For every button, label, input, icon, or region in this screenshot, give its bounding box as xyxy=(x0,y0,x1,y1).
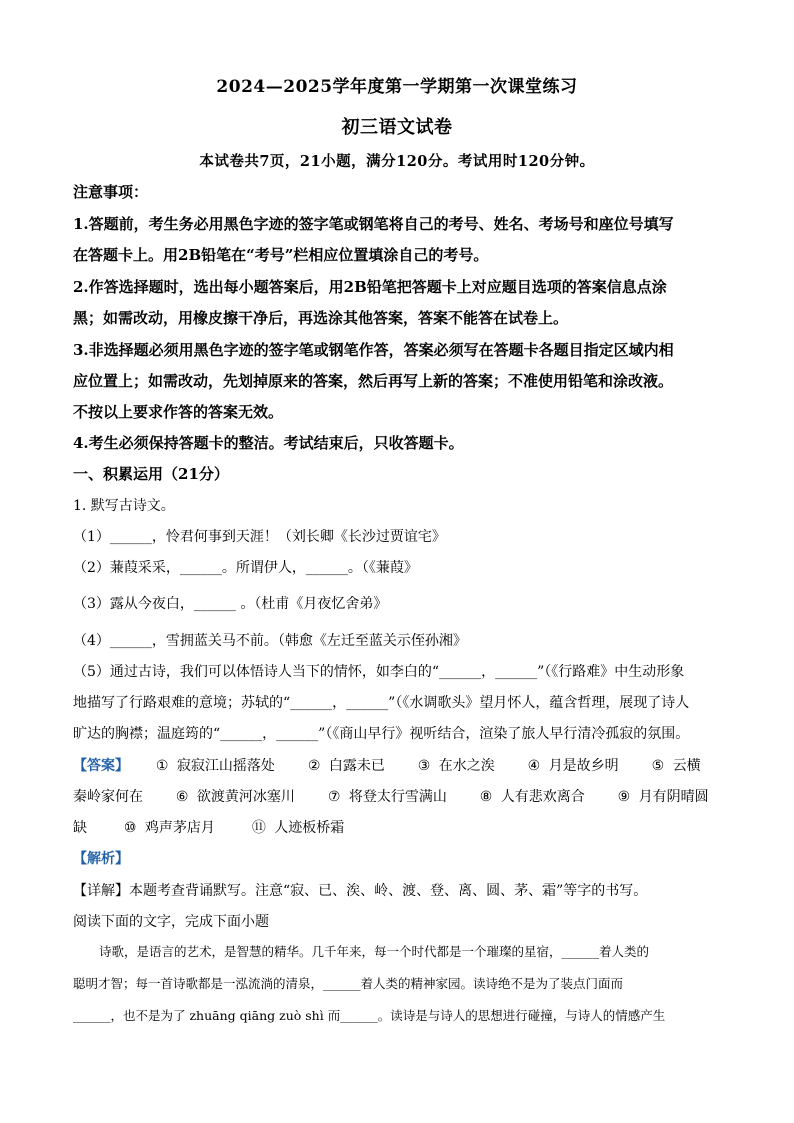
passage-line: 诗歌，是语言的艺术，是智慧的精华。几千年来，每一个时代都是一个璀璨的星宿，______着人类的 xyxy=(99,944,650,959)
question-item: （5）通过古诗，我们可以体悟诗人当下的情怀，如李白的“______，______”（《行路难》中生动形象 xyxy=(73,664,685,680)
answer-text: 寂寂江山摇落处 xyxy=(176,758,275,774)
answer-text: 在水之涘 xyxy=(438,758,495,774)
answer-row-3 xyxy=(73,817,733,837)
question-title: 1. 默写古诗文。 xyxy=(73,498,175,514)
answer-row-2 xyxy=(73,786,733,806)
answer-number: ⑥ xyxy=(175,789,189,805)
section-heading: 一、积累运用（21分） xyxy=(73,465,229,483)
answer-number: ⑤ xyxy=(651,758,665,774)
question-item: （1）______，怜君何事到天涯！（刘长卿《长沙过贾谊宅》 xyxy=(73,529,446,545)
question-item: 旷达的胸襟；温庭筠的“______，______”（《商山早行》视听结合，渲染了旅人早行清冷孤寂的氛围。 xyxy=(73,726,690,742)
exam-title: 2024—2025学年度第一学期第一次课堂练习 xyxy=(216,77,578,97)
note-line: 不按以上要求作答的答案无效。 xyxy=(73,403,284,421)
exam-info: 本试卷共7页，21小题，满分120分。考试用时120分钟。 xyxy=(199,153,595,170)
note-line: 1.答题前，考生务必用黑色字迹的签字笔或钢笔将自己的考号、姓名、考场号和座位号填写 xyxy=(73,215,674,233)
answer-number: ⑪ xyxy=(251,820,266,836)
answer-number: ⑧ xyxy=(479,789,493,805)
answer-text: 白露未已 xyxy=(328,758,385,774)
note-line: 4.考生必须保持答题卡的整洁。考试结束后，只收答题卡。 xyxy=(73,434,464,452)
answer-text: 月有阴晴圆 xyxy=(638,789,709,805)
question-item: （4）______，雪拥蓝关马不前。（韩愈《左迁至蓝关示侄孙湘》 xyxy=(73,633,467,649)
exam-subtitle: 初三语文试卷 xyxy=(341,117,453,138)
answer-text: 将登太行雪满山 xyxy=(348,789,447,805)
note-line: 在答题卡上。用2B铅笔在“考号”栏相应位置填涂自己的考号。 xyxy=(73,246,489,264)
answer-number: ② xyxy=(307,758,321,774)
analysis-label: 【解析】 xyxy=(73,851,129,867)
notes-heading: 注意事项： xyxy=(73,183,149,201)
answer-number: ⑦ xyxy=(327,789,341,805)
answer-text: 缺 xyxy=(73,820,87,836)
answer-number: ⑩ xyxy=(123,820,137,836)
question-item: 地描写了行路艰难的意境；苏轼的“______，______”（《水调歌头》望月怀人，蕴含哲理，展现了诗人 xyxy=(73,695,690,711)
answer-text: 欲渡黄河冰塞川 xyxy=(196,789,295,805)
answer-label: 【答案】 xyxy=(73,758,129,774)
answer-text: 人迹板桥霜 xyxy=(274,820,345,836)
answer-text: 鸡声茅店月 xyxy=(144,820,215,836)
note-line: 应位置上；如需改动，先划掉原来的答案，然后再写上新的答案；不准使用铅笔和涂改液。 xyxy=(73,372,674,390)
answer-text: 云横 xyxy=(672,758,701,774)
reading-intro: 阅读下面的文字，完成下面小题 xyxy=(73,914,269,930)
answer-number: ① xyxy=(155,758,169,774)
question-item: （3）露从今夜白，______ 。（杜甫《月夜忆舍弟》 xyxy=(73,596,388,612)
answer-number: ⑨ xyxy=(617,789,631,805)
answer-number: ③ xyxy=(417,758,431,774)
passage-line: ______，也不是为了 zhuāng qiāng zuò shì 而______。读诗是与诗人的思想进行碰撞，与诗人的情感产生 xyxy=(73,1008,666,1023)
note-line: 3.非选择题必须用黑色字迹的签字笔或钢笔作答，答案必须写在答题卡各题目指定区域内相 xyxy=(73,341,674,359)
answer-text: 秦岭家何在 xyxy=(73,789,143,805)
note-line: 2.作答选择题时，选出每小题答案后，用2B铅笔把答题卡上对应题目选项的答案信息点涂 xyxy=(73,278,667,296)
analysis-detail: 【详解】本题考查背诵默写。注意“寂、已、涘、岭、渡、登、离、圆、茅、霜”等字的书写。 xyxy=(73,883,648,899)
answer-text: 月是故乡明 xyxy=(548,758,619,774)
answer-text: 人有悲欢离合 xyxy=(500,789,585,805)
answer-row-1 xyxy=(73,755,733,775)
question-item: （2）蒹葭采采，______。所谓伊人，______。（《蒹葭》 xyxy=(73,560,418,576)
passage-line: 聪明才智；每一首诗歌都是一泓流淌的清泉，______着人类的精神家园。读诗绝不是为了装点门面而 xyxy=(73,976,624,991)
answer-number: ④ xyxy=(527,758,541,774)
note-line: 黑；如需改动，用橡皮擦干净后，再选涂其他答案，答案不能答在试卷上。 xyxy=(73,309,569,327)
